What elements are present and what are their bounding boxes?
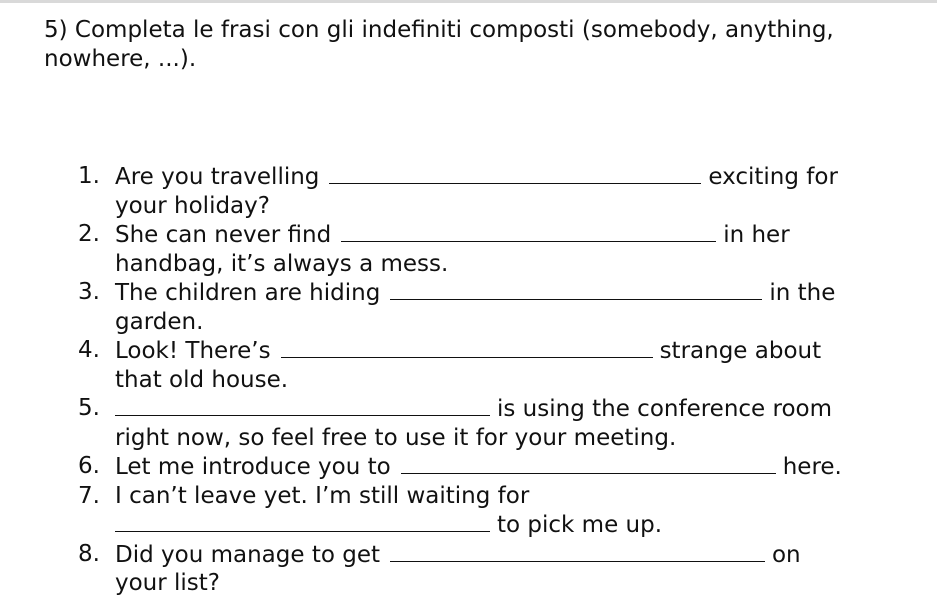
item-number: 2.	[78, 221, 100, 247]
sentence-continuation: your list?	[115, 570, 221, 596]
sentence-text-before: She can never find	[115, 222, 332, 248]
sentence-text-after: in her	[723, 222, 790, 248]
answer-blank[interactable]	[329, 162, 701, 184]
answer-blank[interactable]	[281, 336, 653, 358]
answer-blank[interactable]	[401, 452, 776, 474]
sentence-continuation: your holiday?	[115, 192, 270, 219]
sentence-line	[115, 336, 878, 366]
exercise-instructions: 5) Completa le frasi con gli indefiniti composti (somebody, anything, nowhere, ...).	[44, 17, 834, 72]
sentence-line	[115, 394, 878, 424]
sentence-line	[115, 220, 878, 250]
exercise-item-4	[78, 336, 878, 394]
sentence-continuation	[115, 510, 878, 540]
sentence-text-after: is using the conference room	[497, 396, 833, 422]
exercise-item-6	[78, 452, 878, 482]
exercise-list	[78, 162, 878, 598]
sentence-continuation: that old house.	[115, 366, 289, 393]
exercise-item-7	[78, 482, 878, 540]
item-number: 7.	[78, 482, 100, 509]
sentence-line	[115, 452, 878, 482]
item-number: 1.	[78, 163, 100, 189]
answer-blank[interactable]	[115, 510, 490, 532]
sentence-line	[115, 162, 878, 192]
sentence-text-after: in the	[769, 280, 836, 306]
sentence-text-after: exciting for	[708, 164, 838, 190]
sentence-continuation: handbag, it’s always a mess.	[115, 250, 449, 277]
item-number: 4.	[78, 337, 100, 363]
sentence-text-before: Look! There’s	[115, 338, 271, 364]
item-number: 6.	[78, 453, 100, 479]
item-number: 8.	[78, 540, 100, 567]
sentence-line: I can’t leave yet. I’m still waiting for	[115, 482, 530, 509]
exercise-item-3	[78, 278, 878, 336]
exercise-item-2	[78, 220, 878, 278]
exercise-item-1	[78, 162, 878, 220]
sentence-text-after: to pick me up.	[497, 512, 663, 538]
sentence-continuation: right now, so feel free to use it for your meeting.	[115, 424, 677, 451]
sentence-text-after: on	[771, 541, 801, 568]
sentence-text-before: Did you manage to get	[115, 541, 380, 568]
exercise-item-8	[78, 540, 878, 598]
sentence-text-before: Are you travelling	[115, 164, 320, 190]
page-top-edge	[0, 0, 937, 3]
item-number: 5.	[78, 395, 100, 421]
answer-blank[interactable]	[390, 540, 765, 562]
sentence-line	[115, 278, 878, 308]
sentence-continuation: garden.	[115, 308, 204, 335]
sentence-line	[115, 540, 878, 570]
sentence-text-after: here.	[782, 454, 842, 480]
exercise-item-5	[78, 394, 878, 452]
answer-blank[interactable]	[341, 220, 716, 242]
sentence-text-before: Let me introduce you to	[115, 454, 391, 480]
item-number: 3.	[78, 279, 100, 305]
sentence-text-before: The children are hiding	[115, 280, 381, 306]
answer-blank[interactable]	[115, 394, 490, 416]
answer-blank[interactable]	[390, 278, 762, 300]
sentence-text-after: strange about	[659, 338, 822, 364]
